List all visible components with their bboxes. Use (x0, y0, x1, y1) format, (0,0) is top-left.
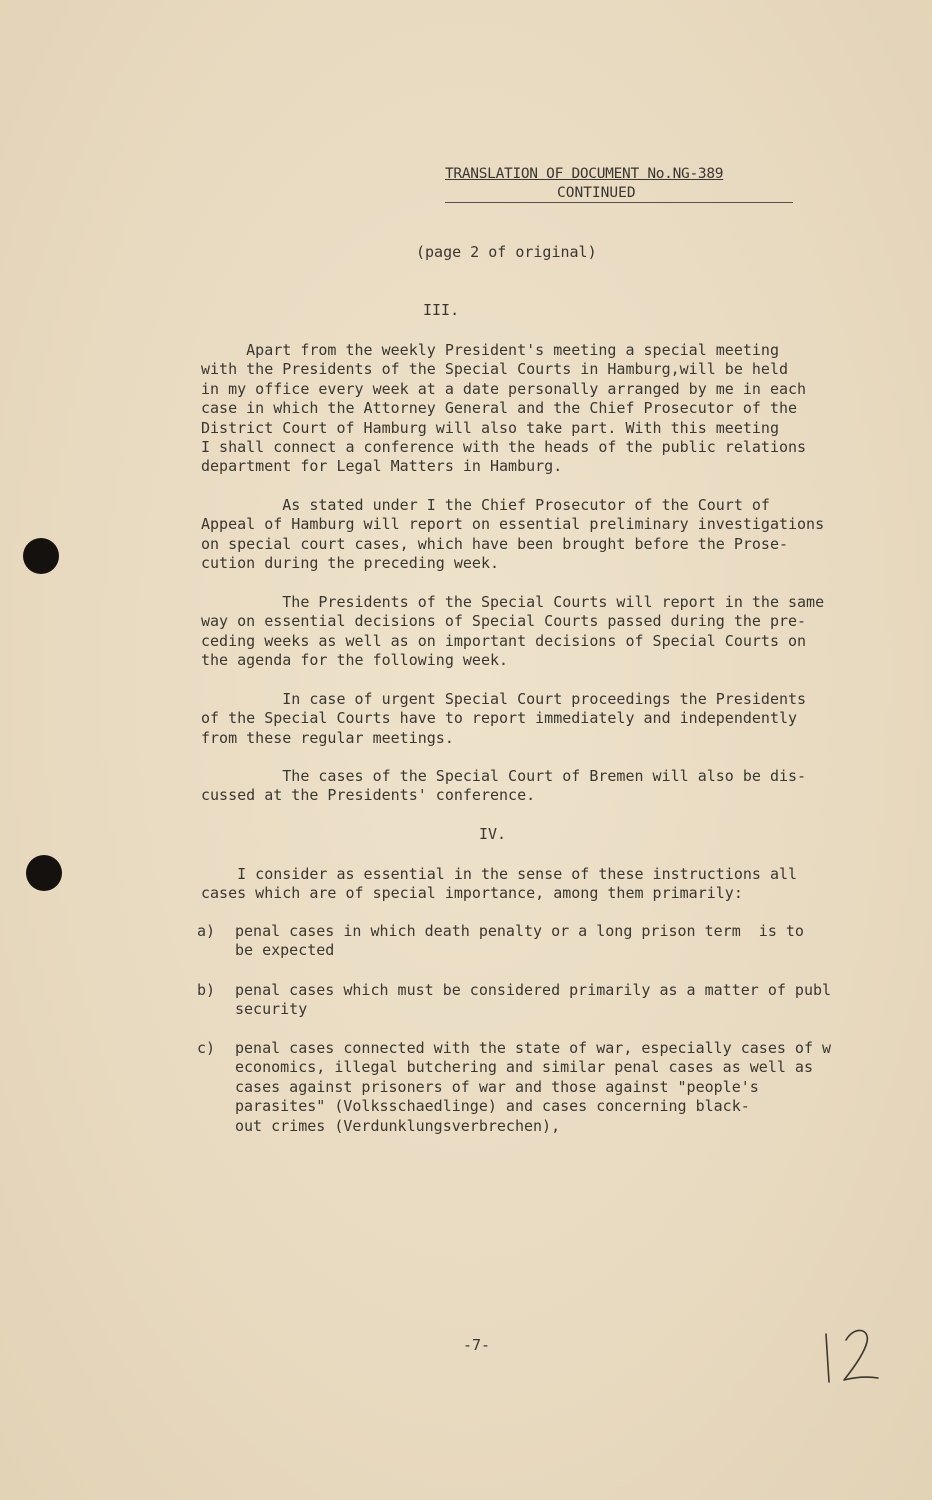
document-subtitle: CONTINUED (557, 185, 636, 201)
document-title: TRANSLATION OF DOCUMENT No.NG-389 (445, 166, 724, 182)
list-item-text: penal cases in which death penalty or a long prison term is to be expected (235, 922, 804, 960)
list-item-a (197, 922, 804, 961)
handwritten-page-number (818, 1320, 888, 1390)
list-item-text: penal cases which must be considered primarily as a matter of publ security (235, 981, 832, 1019)
section-4-numeral: IV. (479, 825, 507, 843)
page-number: -7- (463, 1336, 491, 1354)
section-3-paragraph-1: Apart from the weekly President's meeting a special meeting with the Presidents of the Special Courts in Hamburg,will be held in my office every week at a date personally arranged by me in each case in which the Attorney General and the Chief Prosecutor of the District Court of Hamburg will also take part. With this meeting I shall connect a conference with the heads of the public relations department for Legal Matters in Hamburg. (201, 341, 807, 476)
section-4-intro: I consider as essential in the sense of these instructions all cases which are of special importance, among them primarily: (201, 865, 798, 903)
page-reference: (page 2 of original) (416, 243, 597, 261)
document-heading (445, 165, 795, 203)
section-3-paragraph-2: As stated under I the Chief Prosecutor of the Court of Appeal of Hamburg will report on essential preliminary investigations on special court cases, which have been brought before the Prose- cution during the preceding week. (201, 496, 825, 573)
list-item-letter: a) (197, 922, 216, 940)
list-item-c (197, 1039, 831, 1136)
heading-rule (445, 202, 793, 203)
list-item-letter: b) (197, 981, 216, 999)
section-3-paragraph-5: The cases of the Special Court of Bremen will also be dis- cussed at the Presidents' conference. (201, 767, 807, 805)
section-3-paragraph-3: The Presidents of the Special Courts will report in the same way on essential decisions of Special Courts passed during the pre- ceding weeks as well as on important decisions of Special Courts on the agenda for the following week. (201, 593, 825, 670)
list-item-text: penal cases connected with the state of war, especially cases of w economics, illegal butchering and similar penal cases as well as cases against prisoners of war and those against "people's parasites" (Volksschaedlinge) and cases concerning black- out crimes (Verdunklungsverbrechen), (235, 1039, 832, 1135)
section-3-paragraph-4: In case of urgent Special Court proceedings the Presidents of the Special Courts have to report immediately and independently from these regular meetings. (201, 690, 807, 747)
list-item-letter: c) (197, 1039, 216, 1057)
punch-hole-lower (26, 855, 62, 891)
punch-hole-upper (23, 538, 59, 574)
list-item-b (197, 981, 831, 1020)
section-3-numeral: III. (423, 301, 460, 319)
